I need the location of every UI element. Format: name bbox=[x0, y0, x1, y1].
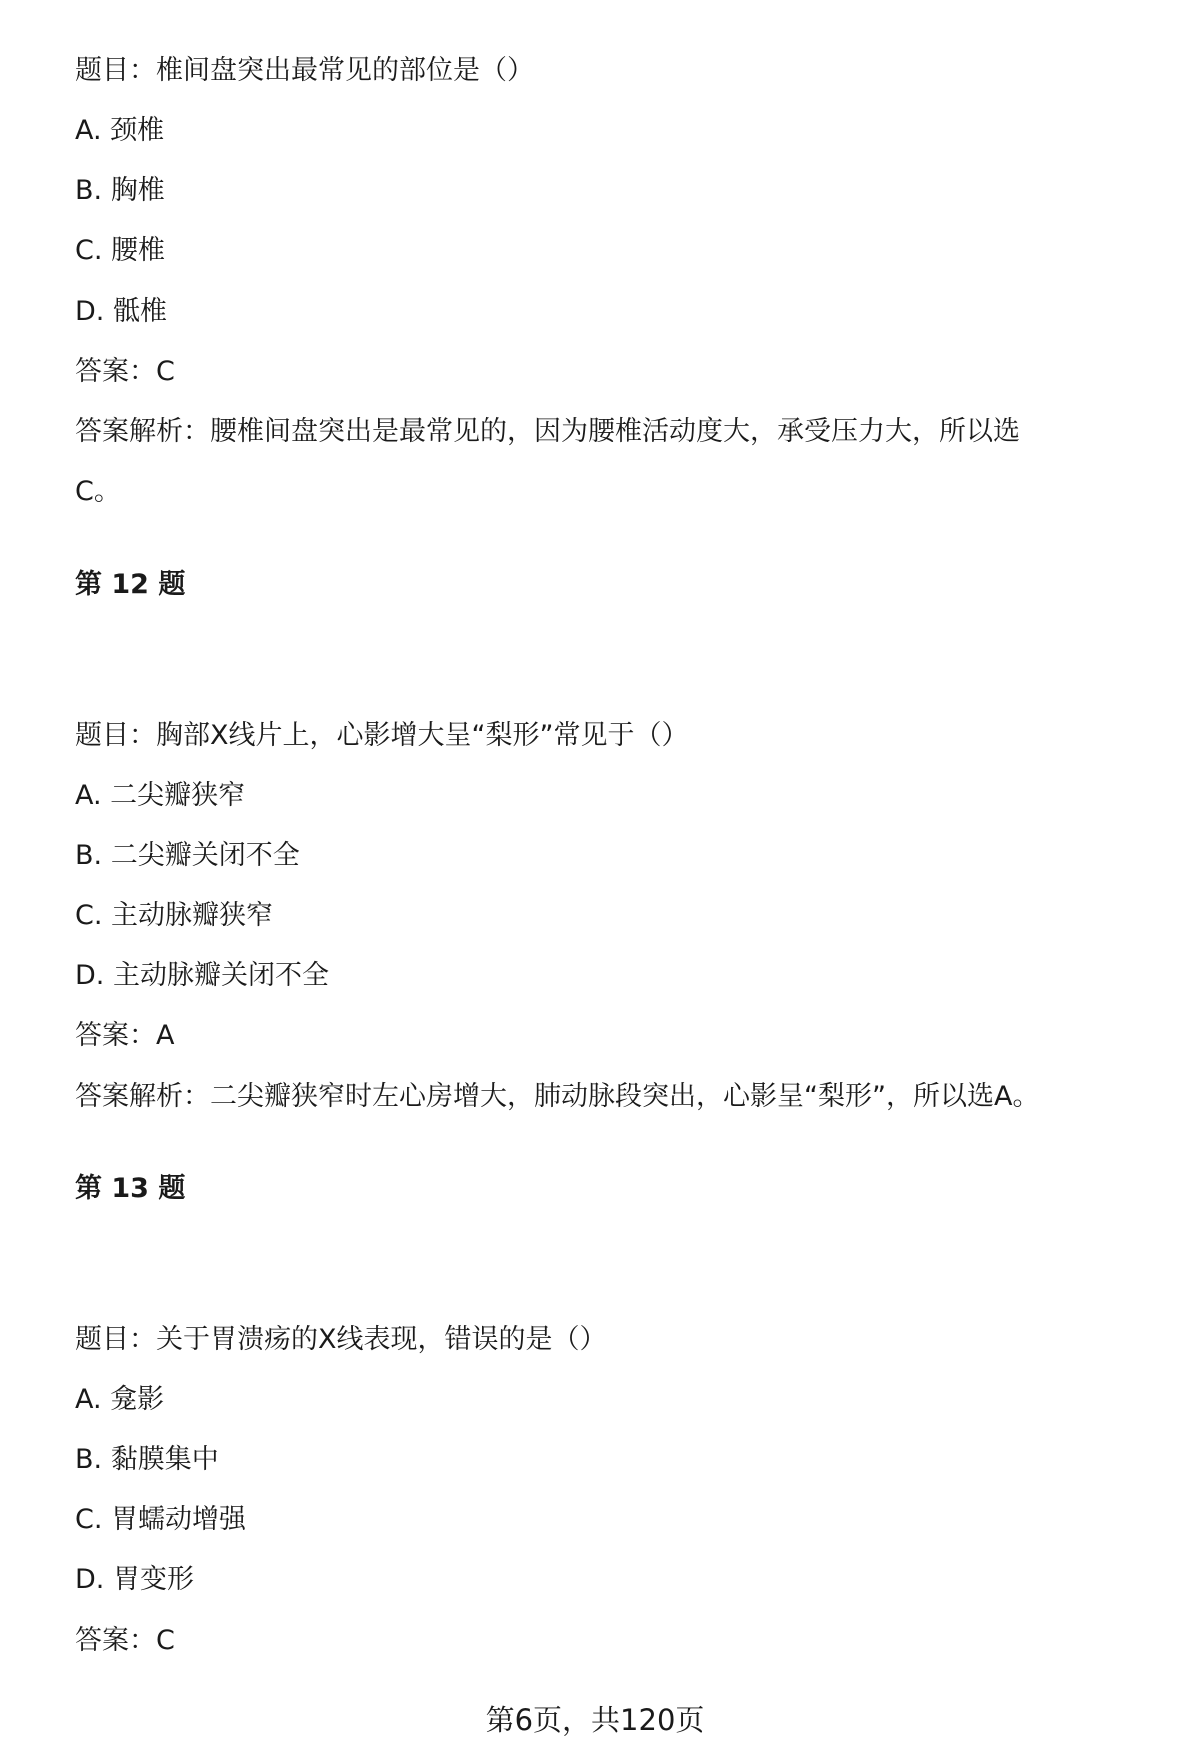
q12-heading: 第 12 题 bbox=[75, 569, 186, 600]
q12-option-c: C. 主动脉瓣狭窄 bbox=[75, 900, 274, 931]
q13-heading: 第 13 题 bbox=[75, 1173, 186, 1204]
q13-question: 题目：关于胃溃疡的X线表现，错误的是（） bbox=[75, 1324, 607, 1355]
q11-option-b: B. 胸椎 bbox=[75, 175, 165, 206]
q11-option-d: D. 骶椎 bbox=[75, 296, 167, 327]
q11-explanation-line2: C。 bbox=[75, 476, 121, 507]
q13-option-d: D. 胃变形 bbox=[75, 1564, 194, 1595]
page-number-footer: 第6页，共120页 bbox=[485, 1703, 705, 1737]
q11-answer: 答案：C bbox=[75, 356, 175, 387]
q11-question: 题目：椎间盘突出最常见的部位是（） bbox=[75, 55, 534, 86]
q13-option-a: A. 龛影 bbox=[75, 1384, 165, 1415]
q12-answer: 答案：A bbox=[75, 1020, 175, 1051]
q13-option-b: B. 黏膜集中 bbox=[75, 1444, 219, 1475]
q12-option-b: B. 二尖瓣关闭不全 bbox=[75, 840, 300, 871]
q11-explanation-line1: 答案解析：腰椎间盘突出是最常见的，因为腰椎活动度大，承受压力大，所以选 bbox=[75, 416, 1020, 447]
q12-option-a: A. 二尖瓣狭窄 bbox=[75, 780, 246, 811]
q13-answer: 答案：C bbox=[75, 1625, 175, 1656]
q11-option-c: C. 腰椎 bbox=[75, 235, 166, 266]
q12-question: 题目：胸部X线片上，心影增大呈“梨形”常见于（） bbox=[75, 720, 689, 751]
q11-option-a: A. 颈椎 bbox=[75, 115, 165, 146]
q12-option-d: D. 主动脉瓣关闭不全 bbox=[75, 960, 329, 991]
q13-option-c: C. 胃蠕动增强 bbox=[75, 1504, 247, 1535]
q12-explanation: 答案解析：二尖瓣狭窄时左心房增大，肺动脉段突出，心影呈“梨形”，所以选A。 bbox=[75, 1081, 1040, 1112]
